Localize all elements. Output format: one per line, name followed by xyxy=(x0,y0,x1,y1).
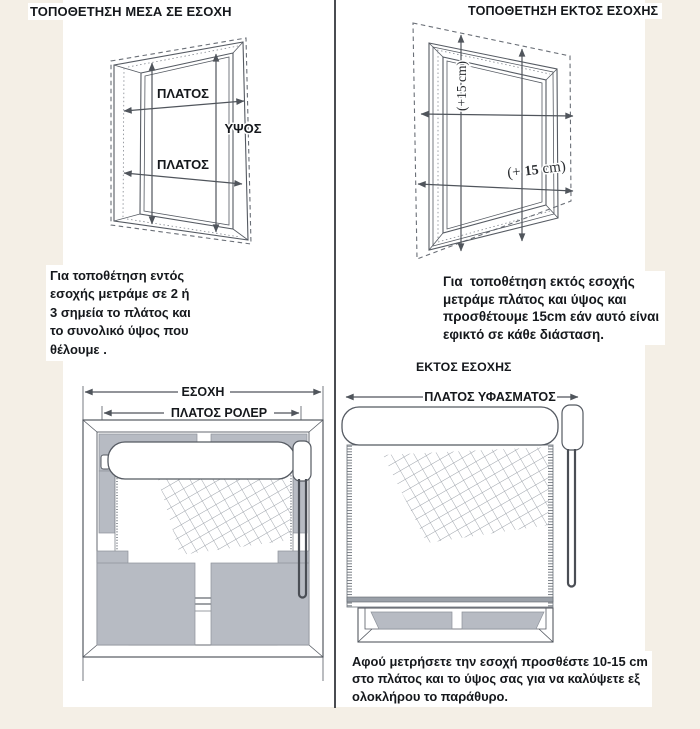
width-plus-value: 15 xyxy=(523,162,540,180)
inside-recess-window-diagram xyxy=(80,25,330,270)
caption-line: εσοχής μετράμε σε 2 ή xyxy=(50,286,190,302)
roller-outside-title: ΕΚΤΟΣ ΕΣΟΧΗΣ xyxy=(414,359,516,375)
height-label: ΥΨΟΣ xyxy=(224,121,262,136)
roller-inside-recess-diagram xyxy=(60,375,350,695)
roller-outside-caption xyxy=(350,651,652,707)
roller-tube xyxy=(342,405,583,450)
width-plus-suffix: cm) xyxy=(541,158,567,178)
height-measure-arrows xyxy=(152,54,216,232)
caption-line: Για τοποθέτηση εντός xyxy=(50,268,185,283)
recess-label: ΕΣΟΧΗ xyxy=(181,385,225,399)
page-margin-bottom xyxy=(0,707,700,729)
caption-line: Για τοποθέτηση εκτός εσοχής xyxy=(443,274,635,289)
caption-line: 3 σημεία το πλάτος και xyxy=(50,304,191,320)
width-label-top: ΠΛΑΤΟΣ xyxy=(157,86,209,101)
page-margin-right xyxy=(645,0,700,729)
caption-line: θέλουμε . xyxy=(50,341,107,357)
caption-line: Αφού μετρήσετε την εσοχή προσθέστε 10-15 cm xyxy=(352,654,648,669)
caption-line: στο πλάτος και το ύψος σας για να καλύψετε εξ xyxy=(352,671,640,687)
roller-tube xyxy=(101,441,311,481)
inside-recess-title: ΤΟΠΟΘΕΤΗΣΗ ΜΕΣΑ ΣΕ ΕΣΟΧΗ xyxy=(28,3,236,20)
fabric-bottom-bar xyxy=(347,597,553,602)
height-plus-15cm-label: (+15 cm) xyxy=(454,61,469,111)
caption-line: προσθέτουμε 15cm εάν αυτό είναι xyxy=(443,309,660,325)
fabric-width-measure xyxy=(346,390,578,404)
caption-line: εφικτό σε κάθε διάσταση. xyxy=(443,326,604,342)
outside-recess-caption xyxy=(441,271,665,345)
blind-fabric xyxy=(347,445,553,607)
width-label-bottom: ΠΛΑΤΟΣ xyxy=(157,157,209,172)
caption-line: ολοκλήρου το παράθυρο. xyxy=(352,688,509,704)
fabric-width-label: ΠΛΑΤΟΣ ΥΦΑΣΜΑΤΟΣ xyxy=(424,390,556,404)
caption-line: μετράμε πλάτος και ύψος και xyxy=(443,291,627,307)
width-measure-arrows xyxy=(418,114,573,191)
fabric-edge-left xyxy=(347,445,352,607)
caption-line: το συνολικό ύψος που xyxy=(50,323,189,339)
window-frame-perspective xyxy=(111,38,251,244)
roller-outside-recess-diagram xyxy=(335,358,645,658)
roller-width-label: ΠΛΑΤΟΣ ΡΟΛΕΡ xyxy=(170,406,268,420)
width-plus-prefix: (+ xyxy=(506,164,522,182)
outside-recess-title: ΤΟΠΟΘΕΤΗΣΗ ΕΚΤΟΣ ΕΣΟΧΗΣ xyxy=(466,3,662,19)
window-frame-perspective xyxy=(413,23,571,259)
chain-clutch xyxy=(293,441,311,481)
window-frame xyxy=(358,608,553,642)
inside-recess-caption xyxy=(46,265,195,361)
fabric-mesh-texture xyxy=(157,467,291,555)
control-chain xyxy=(568,449,575,587)
outside-recess-window-diagram xyxy=(395,20,645,270)
chain-clutch xyxy=(562,405,583,450)
